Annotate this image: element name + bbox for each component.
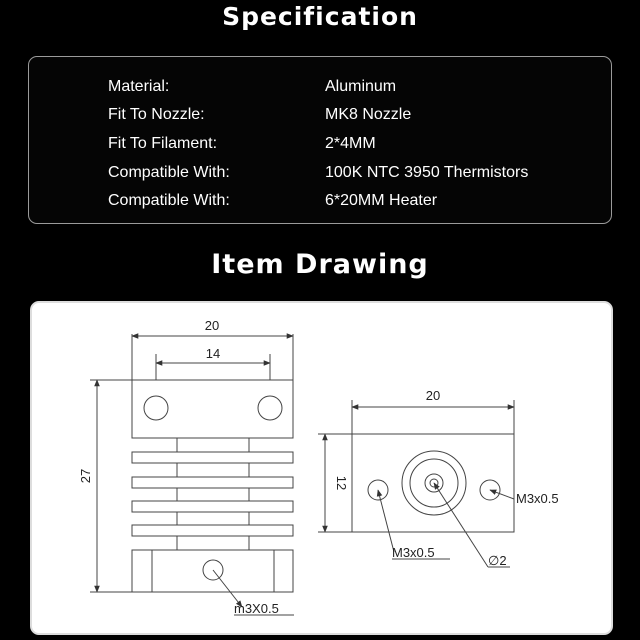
spec-row <box>29 164 611 188</box>
item-drawing-panel <box>30 301 613 635</box>
side-view <box>90 334 294 615</box>
top-height-dimension: 12 <box>334 475 349 491</box>
spec-row <box>29 106 611 130</box>
mounting-hole <box>258 396 282 420</box>
heatsink-fin <box>132 452 293 463</box>
specification-panel <box>28 56 612 224</box>
specification-title: Specification <box>222 2 418 31</box>
heatsink-fin <box>132 501 293 512</box>
heatsink-fin <box>132 477 293 488</box>
spec-label: Fit To Nozzle: <box>108 106 205 123</box>
spec-row <box>29 192 611 216</box>
spec-label: Compatible With: <box>108 164 230 181</box>
item-drawing-title: Item Drawing <box>211 249 429 280</box>
left-hole-label: M3x0.5 <box>392 545 435 560</box>
spec-label: Compatible With: <box>108 192 230 209</box>
spec-value: MK8 Nozzle <box>325 106 412 123</box>
hole-spacing-dimension: 14 <box>205 346 221 361</box>
spec-label: Fit To Filament: <box>108 135 218 152</box>
spec-value: 2*4MM <box>325 135 376 152</box>
height-dimension: 27 <box>78 468 93 484</box>
spec-label: Material: <box>108 78 170 95</box>
spec-value: Aluminum <box>325 78 397 95</box>
heatsink-fin <box>132 525 293 536</box>
center-hole-label: ∅2 <box>488 553 507 568</box>
spec-row <box>29 135 611 159</box>
side-width-dimension: 20 <box>204 318 220 333</box>
mounting-hole <box>144 396 168 420</box>
spec-value: 6*20MM Heater <box>325 192 438 209</box>
item-drawing <box>32 303 615 637</box>
right-hole-label: M3x0.5 <box>516 491 559 506</box>
spec-value: 100K NTC 3950 Thermistors <box>325 164 529 181</box>
spec-row <box>29 78 611 102</box>
bottom-hole-label: m3X0.5 <box>234 601 279 616</box>
top-width-dimension: 20 <box>425 388 441 403</box>
